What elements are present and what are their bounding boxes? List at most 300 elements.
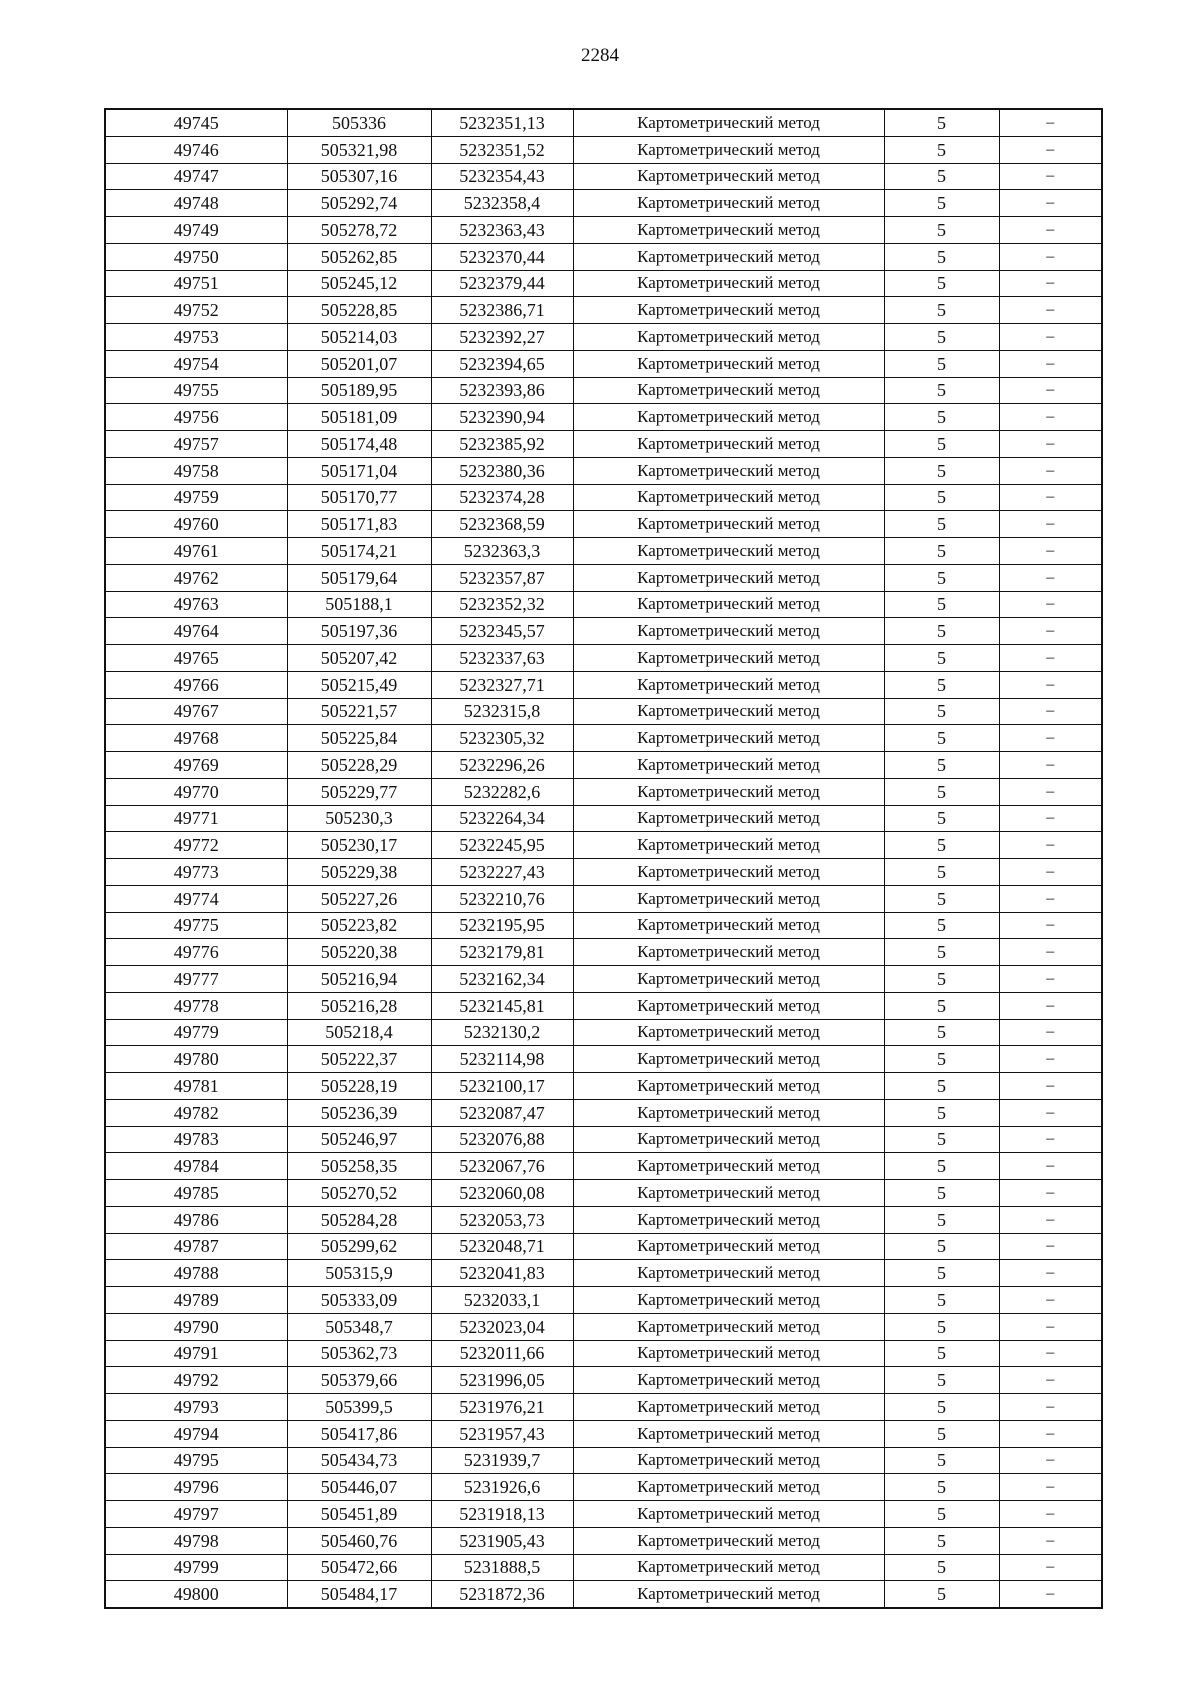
note-cell: – bbox=[999, 1394, 1102, 1421]
note-cell: – bbox=[999, 778, 1102, 805]
accuracy-cell: 5 bbox=[884, 1046, 999, 1073]
x-coordinate-cell: 505270,52 bbox=[287, 1180, 431, 1207]
y-coordinate-cell: 5232345,57 bbox=[431, 618, 573, 645]
method-cell: Картометрический метод bbox=[573, 1554, 884, 1581]
table-row bbox=[105, 431, 1102, 458]
method-cell: Картометрический метод bbox=[573, 591, 884, 618]
y-coordinate-cell: 5232130,2 bbox=[431, 1019, 573, 1046]
table-row bbox=[105, 1153, 1102, 1180]
accuracy-cell: 5 bbox=[884, 1260, 999, 1287]
x-coordinate-cell: 505245,12 bbox=[287, 270, 431, 297]
method-cell: Картометрический метод bbox=[573, 698, 884, 725]
point-number-cell: 49768 bbox=[105, 725, 287, 752]
method-cell: Картометрический метод bbox=[573, 1313, 884, 1340]
note-cell: – bbox=[999, 805, 1102, 832]
accuracy-cell: 5 bbox=[884, 591, 999, 618]
point-number-cell: 49764 bbox=[105, 618, 287, 645]
y-coordinate-cell: 5232363,43 bbox=[431, 217, 573, 244]
table-row bbox=[105, 243, 1102, 270]
table-row bbox=[105, 404, 1102, 431]
method-cell: Картометрический метод bbox=[573, 190, 884, 217]
x-coordinate-cell: 505174,48 bbox=[287, 431, 431, 458]
point-number-cell: 49775 bbox=[105, 912, 287, 939]
y-coordinate-cell: 5232385,92 bbox=[431, 431, 573, 458]
note-cell: – bbox=[999, 1153, 1102, 1180]
y-coordinate-cell: 5232145,81 bbox=[431, 992, 573, 1019]
note-cell: – bbox=[999, 270, 1102, 297]
x-coordinate-cell: 505171,04 bbox=[287, 457, 431, 484]
table-row bbox=[105, 1099, 1102, 1126]
table-row bbox=[105, 270, 1102, 297]
point-number-cell: 49746 bbox=[105, 136, 287, 163]
method-cell: Картометрический метод bbox=[573, 297, 884, 324]
accuracy-cell: 5 bbox=[884, 1206, 999, 1233]
method-cell: Картометрический метод bbox=[573, 1153, 884, 1180]
table-row bbox=[105, 564, 1102, 591]
accuracy-cell: 5 bbox=[884, 350, 999, 377]
accuracy-cell: 5 bbox=[884, 805, 999, 832]
accuracy-cell: 5 bbox=[884, 966, 999, 993]
method-cell: Картометрический метод bbox=[573, 1340, 884, 1367]
point-number-cell: 49766 bbox=[105, 671, 287, 698]
x-coordinate-cell: 505229,38 bbox=[287, 859, 431, 886]
point-number-cell: 49799 bbox=[105, 1554, 287, 1581]
note-cell: – bbox=[999, 671, 1102, 698]
note-cell: – bbox=[999, 484, 1102, 511]
point-number-cell: 49761 bbox=[105, 538, 287, 565]
accuracy-cell: 5 bbox=[884, 1099, 999, 1126]
x-coordinate-cell: 505218,4 bbox=[287, 1019, 431, 1046]
accuracy-cell: 5 bbox=[884, 725, 999, 752]
y-coordinate-cell: 5232060,08 bbox=[431, 1180, 573, 1207]
x-coordinate-cell: 505228,85 bbox=[287, 297, 431, 324]
x-coordinate-cell: 505333,09 bbox=[287, 1287, 431, 1314]
y-coordinate-cell: 5232380,36 bbox=[431, 457, 573, 484]
note-cell: – bbox=[999, 190, 1102, 217]
point-number-cell: 49769 bbox=[105, 752, 287, 779]
method-cell: Картометрический метод bbox=[573, 1073, 884, 1100]
table-row bbox=[105, 1554, 1102, 1581]
x-coordinate-cell: 505292,74 bbox=[287, 190, 431, 217]
note-cell: – bbox=[999, 832, 1102, 859]
point-number-cell: 49752 bbox=[105, 297, 287, 324]
method-cell: Картометрический метод bbox=[573, 778, 884, 805]
table-row bbox=[105, 1581, 1102, 1608]
accuracy-cell: 5 bbox=[884, 859, 999, 886]
note-cell: – bbox=[999, 457, 1102, 484]
y-coordinate-cell: 5232393,86 bbox=[431, 377, 573, 404]
accuracy-cell: 5 bbox=[884, 1340, 999, 1367]
y-coordinate-cell: 5232315,8 bbox=[431, 698, 573, 725]
note-cell: – bbox=[999, 725, 1102, 752]
table-row bbox=[105, 190, 1102, 217]
accuracy-cell: 5 bbox=[884, 564, 999, 591]
accuracy-cell: 5 bbox=[884, 1180, 999, 1207]
method-cell: Картометрический метод bbox=[573, 270, 884, 297]
accuracy-cell: 5 bbox=[884, 618, 999, 645]
y-coordinate-cell: 5232100,17 bbox=[431, 1073, 573, 1100]
method-cell: Картометрический метод bbox=[573, 1420, 884, 1447]
x-coordinate-cell: 505315,9 bbox=[287, 1260, 431, 1287]
point-number-cell: 49772 bbox=[105, 832, 287, 859]
table-row bbox=[105, 538, 1102, 565]
note-cell: – bbox=[999, 912, 1102, 939]
x-coordinate-cell: 505225,84 bbox=[287, 725, 431, 752]
note-cell: – bbox=[999, 377, 1102, 404]
accuracy-cell: 5 bbox=[884, 1527, 999, 1554]
note-cell: – bbox=[999, 350, 1102, 377]
y-coordinate-cell: 5231926,6 bbox=[431, 1474, 573, 1501]
x-coordinate-cell: 505336 bbox=[287, 109, 431, 136]
table-row bbox=[105, 618, 1102, 645]
method-cell: Картометрический метод bbox=[573, 1501, 884, 1528]
point-number-cell: 49771 bbox=[105, 805, 287, 832]
table-row bbox=[105, 752, 1102, 779]
table-row bbox=[105, 859, 1102, 886]
x-coordinate-cell: 505222,37 bbox=[287, 1046, 431, 1073]
x-coordinate-cell: 505460,76 bbox=[287, 1527, 431, 1554]
y-coordinate-cell: 5232067,76 bbox=[431, 1153, 573, 1180]
note-cell: – bbox=[999, 1233, 1102, 1260]
accuracy-cell: 5 bbox=[884, 1581, 999, 1608]
accuracy-cell: 5 bbox=[884, 324, 999, 351]
table-row bbox=[105, 297, 1102, 324]
table-row bbox=[105, 1019, 1102, 1046]
note-cell: – bbox=[999, 966, 1102, 993]
y-coordinate-cell: 5231996,05 bbox=[431, 1367, 573, 1394]
table-row bbox=[105, 484, 1102, 511]
point-number-cell: 49797 bbox=[105, 1501, 287, 1528]
table-row bbox=[105, 832, 1102, 859]
point-number-cell: 49751 bbox=[105, 270, 287, 297]
y-coordinate-cell: 5232245,95 bbox=[431, 832, 573, 859]
y-coordinate-cell: 5232370,44 bbox=[431, 243, 573, 270]
point-number-cell: 49781 bbox=[105, 1073, 287, 1100]
note-cell: – bbox=[999, 1501, 1102, 1528]
y-coordinate-cell: 5232162,34 bbox=[431, 966, 573, 993]
y-coordinate-cell: 5231976,21 bbox=[431, 1394, 573, 1421]
point-number-cell: 49791 bbox=[105, 1340, 287, 1367]
y-coordinate-cell: 5232264,34 bbox=[431, 805, 573, 832]
accuracy-cell: 5 bbox=[884, 377, 999, 404]
table-row bbox=[105, 1420, 1102, 1447]
x-coordinate-cell: 505230,17 bbox=[287, 832, 431, 859]
note-cell: – bbox=[999, 1206, 1102, 1233]
y-coordinate-cell: 5232048,71 bbox=[431, 1233, 573, 1260]
method-cell: Картометрический метод bbox=[573, 217, 884, 244]
table-row bbox=[105, 377, 1102, 404]
accuracy-cell: 5 bbox=[884, 1474, 999, 1501]
y-coordinate-cell: 5231957,43 bbox=[431, 1420, 573, 1447]
point-number-cell: 49790 bbox=[105, 1313, 287, 1340]
y-coordinate-cell: 5232357,87 bbox=[431, 564, 573, 591]
y-coordinate-cell: 5232033,1 bbox=[431, 1287, 573, 1314]
y-coordinate-cell: 5231905,43 bbox=[431, 1527, 573, 1554]
accuracy-cell: 5 bbox=[884, 645, 999, 672]
accuracy-cell: 5 bbox=[884, 297, 999, 324]
x-coordinate-cell: 505451,89 bbox=[287, 1501, 431, 1528]
y-coordinate-cell: 5232351,13 bbox=[431, 109, 573, 136]
table-row bbox=[105, 350, 1102, 377]
x-coordinate-cell: 505171,83 bbox=[287, 511, 431, 538]
note-cell: – bbox=[999, 1180, 1102, 1207]
table-row bbox=[105, 778, 1102, 805]
table-row bbox=[105, 1340, 1102, 1367]
table-body bbox=[105, 109, 1102, 1608]
point-number-cell: 49785 bbox=[105, 1180, 287, 1207]
method-cell: Картометрический метод bbox=[573, 243, 884, 270]
method-cell: Картометрический метод bbox=[573, 939, 884, 966]
table-row bbox=[105, 511, 1102, 538]
table-row bbox=[105, 992, 1102, 1019]
point-number-cell: 49787 bbox=[105, 1233, 287, 1260]
accuracy-cell: 5 bbox=[884, 217, 999, 244]
accuracy-cell: 5 bbox=[884, 109, 999, 136]
table-row bbox=[105, 698, 1102, 725]
x-coordinate-cell: 505262,85 bbox=[287, 243, 431, 270]
x-coordinate-cell: 505181,09 bbox=[287, 404, 431, 431]
table-row bbox=[105, 1260, 1102, 1287]
point-number-cell: 49753 bbox=[105, 324, 287, 351]
y-coordinate-cell: 5232363,3 bbox=[431, 538, 573, 565]
y-coordinate-cell: 5232179,81 bbox=[431, 939, 573, 966]
method-cell: Картометрический метод bbox=[573, 1180, 884, 1207]
x-coordinate-cell: 505284,28 bbox=[287, 1206, 431, 1233]
point-number-cell: 49778 bbox=[105, 992, 287, 1019]
y-coordinate-cell: 5232195,95 bbox=[431, 912, 573, 939]
point-number-cell: 49749 bbox=[105, 217, 287, 244]
point-number-cell: 49757 bbox=[105, 431, 287, 458]
y-coordinate-cell: 5232352,32 bbox=[431, 591, 573, 618]
accuracy-cell: 5 bbox=[884, 912, 999, 939]
note-cell: – bbox=[999, 1527, 1102, 1554]
note-cell: – bbox=[999, 992, 1102, 1019]
method-cell: Картометрический метод bbox=[573, 1367, 884, 1394]
method-cell: Картометрический метод bbox=[573, 109, 884, 136]
point-number-cell: 49762 bbox=[105, 564, 287, 591]
method-cell: Картометрический метод bbox=[573, 1394, 884, 1421]
accuracy-cell: 5 bbox=[884, 698, 999, 725]
y-coordinate-cell: 5231939,7 bbox=[431, 1447, 573, 1474]
table-row bbox=[105, 1073, 1102, 1100]
table-row bbox=[105, 939, 1102, 966]
x-coordinate-cell: 505216,94 bbox=[287, 966, 431, 993]
note-cell: – bbox=[999, 1019, 1102, 1046]
x-coordinate-cell: 505417,86 bbox=[287, 1420, 431, 1447]
accuracy-cell: 5 bbox=[884, 1420, 999, 1447]
note-cell: – bbox=[999, 1126, 1102, 1153]
y-coordinate-cell: 5232023,04 bbox=[431, 1313, 573, 1340]
note-cell: – bbox=[999, 618, 1102, 645]
point-number-cell: 49800 bbox=[105, 1581, 287, 1608]
table-row bbox=[105, 1474, 1102, 1501]
y-coordinate-cell: 5232374,28 bbox=[431, 484, 573, 511]
method-cell: Картометрический метод bbox=[573, 1581, 884, 1608]
x-coordinate-cell: 505321,98 bbox=[287, 136, 431, 163]
method-cell: Картометрический метод bbox=[573, 457, 884, 484]
x-coordinate-cell: 505230,3 bbox=[287, 805, 431, 832]
method-cell: Картометрический метод bbox=[573, 1447, 884, 1474]
method-cell: Картометрический метод bbox=[573, 645, 884, 672]
table-row bbox=[105, 591, 1102, 618]
accuracy-cell: 5 bbox=[884, 1313, 999, 1340]
point-number-cell: 49750 bbox=[105, 243, 287, 270]
y-coordinate-cell: 5232227,43 bbox=[431, 859, 573, 886]
accuracy-cell: 5 bbox=[884, 243, 999, 270]
note-cell: – bbox=[999, 1340, 1102, 1367]
method-cell: Картометрический метод bbox=[573, 1126, 884, 1153]
table-row bbox=[105, 1447, 1102, 1474]
x-coordinate-cell: 505362,73 bbox=[287, 1340, 431, 1367]
y-coordinate-cell: 5232114,98 bbox=[431, 1046, 573, 1073]
table-row bbox=[105, 725, 1102, 752]
method-cell: Картометрический метод bbox=[573, 377, 884, 404]
accuracy-cell: 5 bbox=[884, 1019, 999, 1046]
x-coordinate-cell: 505170,77 bbox=[287, 484, 431, 511]
table-row bbox=[105, 671, 1102, 698]
x-coordinate-cell: 505258,35 bbox=[287, 1153, 431, 1180]
accuracy-cell: 5 bbox=[884, 163, 999, 190]
method-cell: Картометрический метод bbox=[573, 1019, 884, 1046]
note-cell: – bbox=[999, 939, 1102, 966]
note-cell: – bbox=[999, 1474, 1102, 1501]
y-coordinate-cell: 5232296,26 bbox=[431, 752, 573, 779]
method-cell: Картометрический метод bbox=[573, 538, 884, 565]
point-number-cell: 49796 bbox=[105, 1474, 287, 1501]
y-coordinate-cell: 5232386,71 bbox=[431, 297, 573, 324]
note-cell: – bbox=[999, 136, 1102, 163]
y-coordinate-cell: 5232392,27 bbox=[431, 324, 573, 351]
accuracy-cell: 5 bbox=[884, 270, 999, 297]
accuracy-cell: 5 bbox=[884, 1501, 999, 1528]
point-number-cell: 49755 bbox=[105, 377, 287, 404]
table-row bbox=[105, 645, 1102, 672]
point-number-cell: 49792 bbox=[105, 1367, 287, 1394]
method-cell: Картометрический метод bbox=[573, 136, 884, 163]
point-number-cell: 49763 bbox=[105, 591, 287, 618]
note-cell: – bbox=[999, 324, 1102, 351]
accuracy-cell: 5 bbox=[884, 511, 999, 538]
x-coordinate-cell: 505220,38 bbox=[287, 939, 431, 966]
method-cell: Картометрический метод bbox=[573, 1099, 884, 1126]
note-cell: – bbox=[999, 163, 1102, 190]
method-cell: Картометрический метод bbox=[573, 1527, 884, 1554]
method-cell: Картометрический метод bbox=[573, 752, 884, 779]
point-number-cell: 49756 bbox=[105, 404, 287, 431]
x-coordinate-cell: 505307,16 bbox=[287, 163, 431, 190]
y-coordinate-cell: 5232351,52 bbox=[431, 136, 573, 163]
y-coordinate-cell: 5232358,4 bbox=[431, 190, 573, 217]
method-cell: Картометрический метод bbox=[573, 1233, 884, 1260]
accuracy-cell: 5 bbox=[884, 457, 999, 484]
note-cell: – bbox=[999, 1554, 1102, 1581]
note-cell: – bbox=[999, 1367, 1102, 1394]
accuracy-cell: 5 bbox=[884, 752, 999, 779]
accuracy-cell: 5 bbox=[884, 1153, 999, 1180]
accuracy-cell: 5 bbox=[884, 136, 999, 163]
accuracy-cell: 5 bbox=[884, 1233, 999, 1260]
y-coordinate-cell: 5231888,5 bbox=[431, 1554, 573, 1581]
note-cell: – bbox=[999, 1581, 1102, 1608]
accuracy-cell: 5 bbox=[884, 1073, 999, 1100]
y-coordinate-cell: 5232041,83 bbox=[431, 1260, 573, 1287]
point-number-cell: 49798 bbox=[105, 1527, 287, 1554]
y-coordinate-cell: 5232327,71 bbox=[431, 671, 573, 698]
x-coordinate-cell: 505215,49 bbox=[287, 671, 431, 698]
table-row bbox=[105, 324, 1102, 351]
method-cell: Картометрический метод bbox=[573, 992, 884, 1019]
table-row bbox=[105, 1180, 1102, 1207]
accuracy-cell: 5 bbox=[884, 992, 999, 1019]
point-number-cell: 49770 bbox=[105, 778, 287, 805]
x-coordinate-cell: 505229,77 bbox=[287, 778, 431, 805]
point-number-cell: 49788 bbox=[105, 1260, 287, 1287]
point-number-cell: 49758 bbox=[105, 457, 287, 484]
x-coordinate-cell: 505472,66 bbox=[287, 1554, 431, 1581]
table-row bbox=[105, 912, 1102, 939]
x-coordinate-cell: 505189,95 bbox=[287, 377, 431, 404]
x-coordinate-cell: 505174,21 bbox=[287, 538, 431, 565]
table-row bbox=[105, 805, 1102, 832]
table-row bbox=[105, 1501, 1102, 1528]
accuracy-cell: 5 bbox=[884, 778, 999, 805]
accuracy-cell: 5 bbox=[884, 1394, 999, 1421]
note-cell: – bbox=[999, 1447, 1102, 1474]
x-coordinate-cell: 505197,36 bbox=[287, 618, 431, 645]
point-number-cell: 49767 bbox=[105, 698, 287, 725]
y-coordinate-cell: 5232087,47 bbox=[431, 1099, 573, 1126]
point-number-cell: 49793 bbox=[105, 1394, 287, 1421]
point-number-cell: 49747 bbox=[105, 163, 287, 190]
y-coordinate-cell: 5232354,43 bbox=[431, 163, 573, 190]
point-number-cell: 49776 bbox=[105, 939, 287, 966]
method-cell: Картометрический метод bbox=[573, 1046, 884, 1073]
method-cell: Картометрический метод bbox=[573, 404, 884, 431]
point-number-cell: 49759 bbox=[105, 484, 287, 511]
accuracy-cell: 5 bbox=[884, 1367, 999, 1394]
accuracy-cell: 5 bbox=[884, 939, 999, 966]
point-number-cell: 49779 bbox=[105, 1019, 287, 1046]
note-cell: – bbox=[999, 591, 1102, 618]
point-number-cell: 49789 bbox=[105, 1287, 287, 1314]
note-cell: – bbox=[999, 698, 1102, 725]
method-cell: Картометрический метод bbox=[573, 1287, 884, 1314]
note-cell: – bbox=[999, 1420, 1102, 1447]
method-cell: Картометрический метод bbox=[573, 832, 884, 859]
note-cell: – bbox=[999, 1099, 1102, 1126]
method-cell: Картометрический метод bbox=[573, 618, 884, 645]
x-coordinate-cell: 505179,64 bbox=[287, 564, 431, 591]
y-coordinate-cell: 5232394,65 bbox=[431, 350, 573, 377]
accuracy-cell: 5 bbox=[884, 671, 999, 698]
point-number-cell: 49784 bbox=[105, 1153, 287, 1180]
table-row bbox=[105, 885, 1102, 912]
point-number-cell: 49774 bbox=[105, 885, 287, 912]
method-cell: Картометрический метод bbox=[573, 163, 884, 190]
note-cell: – bbox=[999, 511, 1102, 538]
method-cell: Картометрический метод bbox=[573, 1260, 884, 1287]
note-cell: – bbox=[999, 538, 1102, 565]
note-cell: – bbox=[999, 885, 1102, 912]
x-coordinate-cell: 505207,42 bbox=[287, 645, 431, 672]
accuracy-cell: 5 bbox=[884, 1447, 999, 1474]
x-coordinate-cell: 505299,62 bbox=[287, 1233, 431, 1260]
note-cell: – bbox=[999, 297, 1102, 324]
point-number-cell: 49780 bbox=[105, 1046, 287, 1073]
accuracy-cell: 5 bbox=[884, 1126, 999, 1153]
note-cell: – bbox=[999, 1260, 1102, 1287]
note-cell: – bbox=[999, 1046, 1102, 1073]
